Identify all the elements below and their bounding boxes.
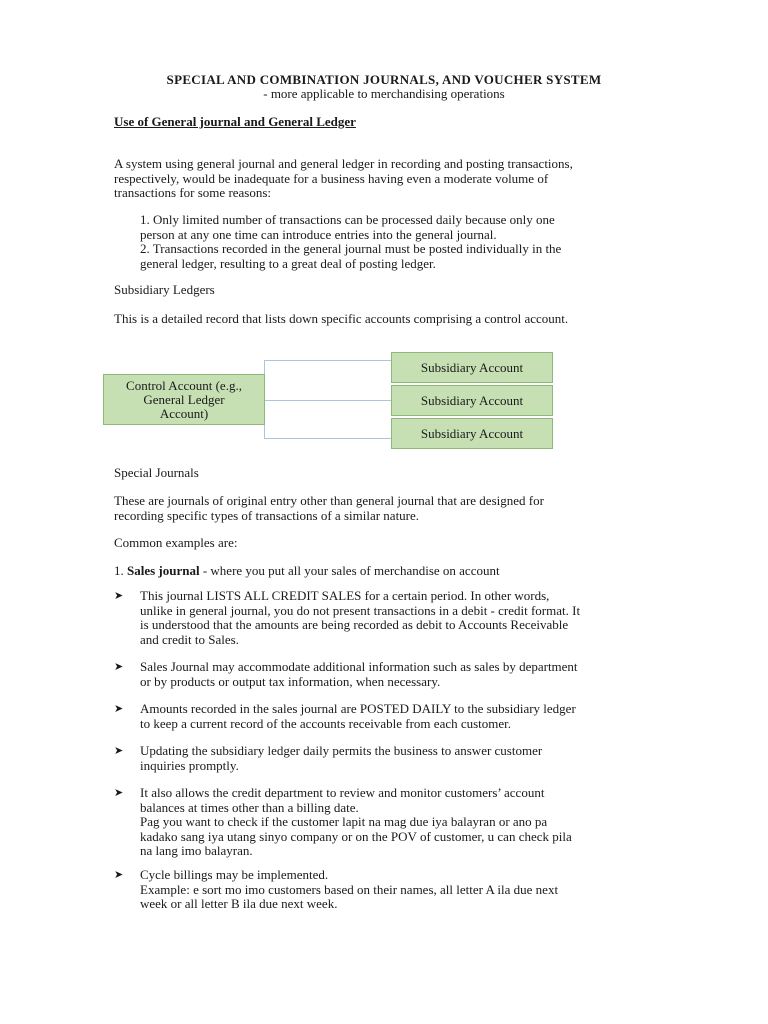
bullet-line: Updating the subsidiary ledger daily permits the business to answer customer: [140, 743, 543, 758]
bullet-line: It also allows the credit department to review and monitor customers’ account: [140, 785, 545, 800]
special-line: These are journals of original entry other than general journal that are designed for: [114, 493, 544, 508]
subsidiary-ledgers-heading: Subsidiary Ledgers: [114, 282, 215, 297]
bullet-line: Cycle billings may be implemented.: [140, 867, 329, 882]
sales-item-number: 1.: [114, 563, 127, 578]
sales-journal-item: [114, 564, 654, 579]
special-line: recording specific types of transactions of a similar nature.: [114, 507, 420, 523]
special-journals-heading: Special Journals: [114, 465, 199, 480]
control-account-line: Control Account (e.g.,: [126, 377, 242, 393]
bullet-line: This journal LISTS ALL CREDIT SALES for a certain period. In other words,: [140, 588, 550, 603]
subsidiary-ledgers-text: This is a detailed record that lists down specific accounts comprising a control account.: [114, 311, 569, 326]
bullet-line: na lang imo balayran.: [140, 843, 253, 858]
bullet-line: week or all letter B ila due next week.: [140, 896, 338, 911]
intro-line: respectively, would be inadequate for a business having even a moderate volume of: [114, 170, 549, 186]
document-title: SPECIAL AND COMBINATION JOURNALS, AND VOUCHER SYSTEM: [166, 72, 602, 87]
bullet-line: Pag you want to check if the customer lapit na mag due iya balayran or ano pa: [140, 814, 548, 829]
reason-line: 1. Only limited number of transactions can be processed daily because only one: [140, 212, 555, 227]
bullet-line: Sales Journal may accommodate additional information such as sales by department: [140, 659, 578, 674]
control-account-line: Account): [159, 405, 209, 421]
bullet-line: balances at times other than a billing date.: [140, 799, 359, 815]
bullet-line: Amounts recorded in the sales journal are POSTED DAILY to the subsidiary ledger: [140, 701, 576, 716]
reason-line: person at any one time can introduce entries into the general journal.: [140, 226, 497, 242]
control-account-box: [103, 374, 265, 425]
arrow-bullet-icon: ➤: [114, 744, 124, 757]
reason-line: 2. Transactions recorded in the general journal must be posted individually in the: [140, 241, 562, 256]
reason-line: general ledger, resulting to a great deal of posting ledger.: [140, 255, 436, 271]
bullet-line: unlike in general journal, you do not present transactions in a debit - credit format. It: [140, 602, 581, 618]
intro-line: A system using general journal and general ledger in recording and posting transactions,: [114, 156, 573, 171]
connector-line: [264, 438, 392, 439]
special-journals-text: [114, 494, 654, 523]
subsidiary-account-box: Subsidiary Account: [391, 385, 553, 416]
common-examples-label: Common examples are:: [114, 535, 238, 550]
bullet-line: Example: e sort mo imo customers based on their names, all letter A ila due next: [140, 881, 559, 897]
connector-line: [264, 400, 392, 401]
sales-item-description: - where you put all your sales of merchandise on account: [199, 563, 500, 578]
sales-journal-term: Sales journal: [127, 563, 200, 578]
arrow-bullet-icon: ➤: [114, 702, 124, 715]
control-account-line: General Ledger: [143, 391, 225, 407]
bullet-line: or by products or output tax information, when necessary.: [140, 673, 441, 689]
subsidiary-account-box: Subsidiary Account: [391, 352, 553, 383]
arrow-bullet-icon: ➤: [114, 660, 124, 673]
reason-1: [140, 213, 655, 271]
bullet-line: is understood that the amounts are being recorded as debit to Accounts Receivable: [140, 617, 569, 632]
subsidiary-account-box: Subsidiary Account: [391, 418, 553, 449]
section-heading-general-journal: Use of General journal and General Ledger: [114, 114, 356, 129]
intro-paragraph: [114, 157, 654, 201]
intro-line: transactions for some reasons:: [114, 185, 272, 200]
bullet-line: inquiries promptly.: [140, 757, 239, 773]
bullet-line: and credit to Sales.: [140, 631, 239, 647]
arrow-bullet-icon: ➤: [114, 868, 124, 881]
arrow-bullet-icon: ➤: [114, 589, 124, 602]
bullet-line: to keep a current record of the accounts receivable from each customer.: [140, 715, 512, 731]
connector-line: [264, 360, 392, 361]
bullet-line: kadako sang iya utang sinyo company or on the POV of customer, u can check pila: [140, 828, 572, 844]
arrow-bullet-icon: ➤: [114, 786, 124, 799]
document-subtitle: - more applicable to merchandising operations: [263, 86, 505, 101]
